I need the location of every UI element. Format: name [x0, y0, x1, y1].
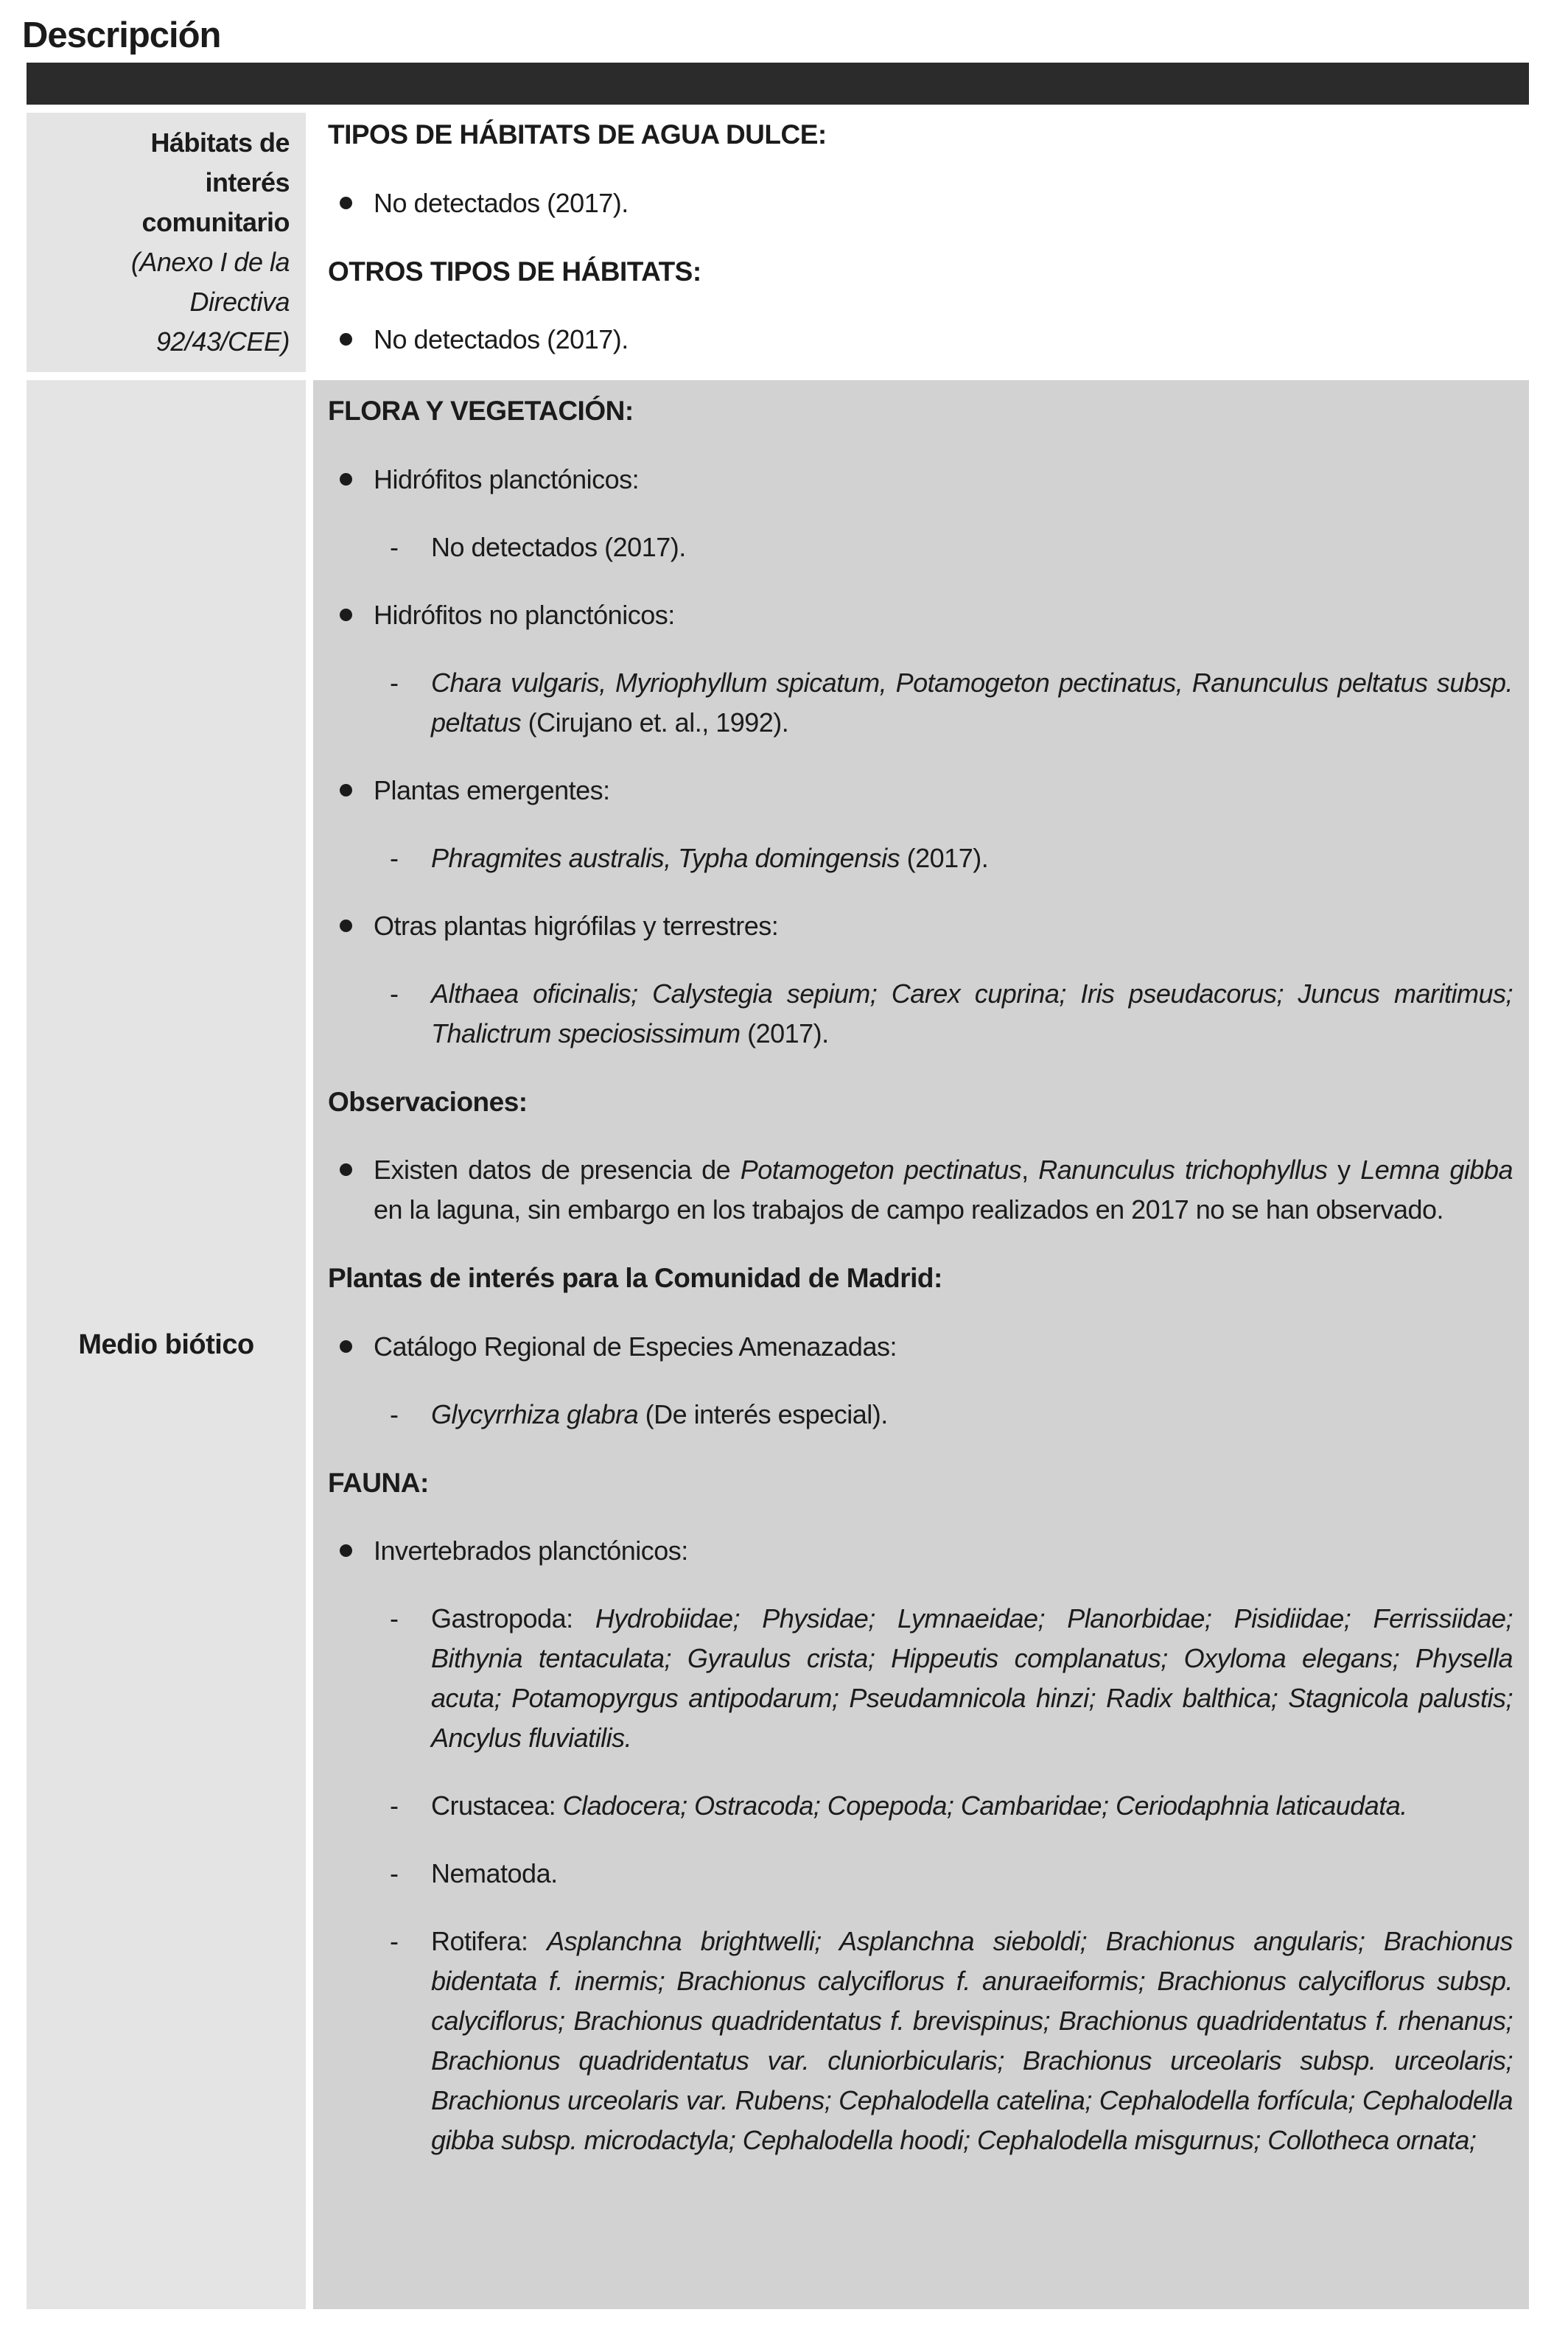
bullet-item	[328, 1531, 1513, 1571]
section-heading	[328, 391, 1513, 432]
text-content: Gastropoda: Hydrobiidae; Physidae; Lymnaeidae; Planorbidae; Pisidiidae; Ferrissiidae; Bithynia tentaculata; Gyraulus crista; Hippeutis complanatus; Oxyloma elegans; Physella acuta; Potamopyrgus antipodarum; Pseudamnicola hinzi; Radix balthica; Stagnicola palustis; Ancylus fluviatilis.	[431, 1603, 1513, 1753]
medio-biotico-content-cell	[313, 380, 1529, 2309]
label-line: comunitario	[141, 207, 290, 237]
dash-marker: -	[390, 1790, 399, 1821]
text-content: FLORA Y VEGETACIÓN:	[328, 396, 634, 426]
text-content: Invertebrados planctónicos:	[374, 1536, 688, 1566]
dash-item	[328, 1395, 1513, 1435]
text-content: Crustacea: Cladocera; Ostracoda; Copepoda; Cambaridae; Ceriodaphnia laticaudata.	[431, 1790, 1407, 1821]
text-content: Hidrófitos no planctónicos:	[374, 599, 675, 630]
dash-marker: -	[390, 978, 399, 1009]
text-content: Hidrófitos planctónicos:	[374, 463, 640, 494]
section-heading	[328, 1258, 1513, 1299]
bullet-marker	[340, 473, 352, 486]
label-line: (Anexo I de la	[130, 247, 290, 277]
text-content: FAUNA:	[328, 1467, 429, 1498]
text-content: Glycyrrhiza glabra (De interés especial).	[431, 1398, 888, 1429]
bullet-marker	[340, 197, 352, 209]
dash-item	[328, 838, 1513, 878]
text-content: Chara vulgaris, Myriophyllum spicatum, Potamogeton pectinatus, Ranunculus peltatus subsp. peltatus (Cirujano et. al., 1992).	[431, 667, 1513, 738]
dash-marker: -	[390, 1858, 399, 1888]
dash-item	[328, 1922, 1513, 2160]
dash-marker: -	[390, 1398, 399, 1429]
bullet-item	[328, 1327, 1513, 1367]
bullet-item	[328, 595, 1513, 635]
dash-marker: -	[390, 1603, 399, 1634]
dash-item	[328, 663, 1513, 743]
dash-marker: -	[390, 531, 399, 562]
text-content: Catálogo Regional de Especies Amenazadas:	[374, 1331, 897, 1362]
habitats-content-cell	[313, 113, 1529, 372]
label-line: Directiva	[189, 287, 290, 317]
description-table	[27, 113, 1568, 2309]
label-line: Hábitats de	[150, 127, 290, 158]
dash-item	[328, 974, 1513, 1054]
bullet-marker	[340, 609, 352, 621]
text-content: Althaea oficinalis; Calystegia sepium; Carex cuprina; Iris pseudacorus; Juncus maritimus; Thalictrum speciosissimum (2017).	[431, 978, 1513, 1048]
bullet-item	[328, 906, 1513, 946]
bullet-marker	[340, 1163, 352, 1176]
bullet-item	[328, 183, 1513, 223]
text-content: Rotifera: Asplanchna brightwelli; Asplanchna sieboldi; Brachionus angularis; Brachionus bidentata f. inermis; Brachionus calyciflorus f. anuraeiformis; Brachionus calyciflorus subsp. calyciflorus; Brachionus quadridentatus f. brevispinus; Brachionus quadridentatus f. rhenanus; Brachionus quadridentatus var. cluniorbicularis; Brachionus urceolaris subsp. urceolaris; Brachionus urceolaris var. Rubens; Cephalodella catelina; Cephalodella forfícula; Cephalodella gibba subsp. microdactyla; Cephalodella hoodi; Cephalodella misgurnus; Collotheca ornata;	[431, 1926, 1513, 2155]
bullet-item	[328, 320, 1513, 360]
bullet-marker	[340, 920, 352, 932]
dash-item	[328, 1786, 1513, 1826]
section-heading	[328, 114, 1513, 155]
table-header-bar	[27, 63, 1529, 105]
label-line: 92/43/CEE)	[155, 326, 290, 357]
dash-marker: -	[390, 667, 399, 698]
text-content: No detectados (2017).	[374, 187, 629, 218]
text-content: Otras plantas higrófilas y terrestres:	[374, 910, 779, 941]
bullet-marker	[340, 1544, 352, 1557]
medio-biotico-label: Medio biótico	[78, 1328, 254, 1360]
bullet-item	[328, 771, 1513, 810]
section-heading	[328, 1463, 1513, 1504]
text-content: Phragmites australis, Typha domingensis (2017).	[431, 842, 989, 873]
text-content: TIPOS DE HÁBITATS DE AGUA DULCE:	[328, 119, 827, 150]
text-content: Existen datos de presencia de Potamogeton pectinatus, Ranunculus trichophyllus y Lemna gibba en la laguna, sin embargo en los trabajos de campo realizados en 2017 no se han observado.	[374, 1155, 1513, 1225]
page-title: Descripción	[22, 15, 221, 55]
section-heading	[328, 251, 1513, 293]
dash-marker: -	[390, 842, 399, 873]
label-line: interés	[205, 167, 290, 197]
dash-item	[328, 528, 1513, 567]
text-content: No detectados (2017).	[374, 324, 629, 354]
text-content: OTROS TIPOS DE HÁBITATS:	[328, 256, 701, 287]
dash-marker: -	[390, 1926, 399, 1956]
text-content: Nematoda.	[431, 1858, 558, 1888]
medio-biotico-label-cell	[27, 380, 306, 2309]
text-content: Observaciones:	[328, 1086, 528, 1117]
bullet-item	[328, 460, 1513, 500]
bullet-marker	[340, 784, 352, 796]
section-heading	[328, 1082, 1513, 1123]
text-content: Plantas de interés para la Comunidad de Madrid:	[328, 1263, 942, 1293]
bullet-marker	[340, 333, 352, 346]
text-content: No detectados (2017).	[431, 531, 686, 562]
bullet-item	[328, 1150, 1513, 1230]
dash-item	[328, 1854, 1513, 1894]
text-content: Plantas emergentes:	[374, 774, 610, 805]
bullet-marker	[340, 1340, 352, 1353]
dash-item	[328, 1599, 1513, 1758]
habitats-interes-comunitario-label-cell	[27, 113, 306, 372]
